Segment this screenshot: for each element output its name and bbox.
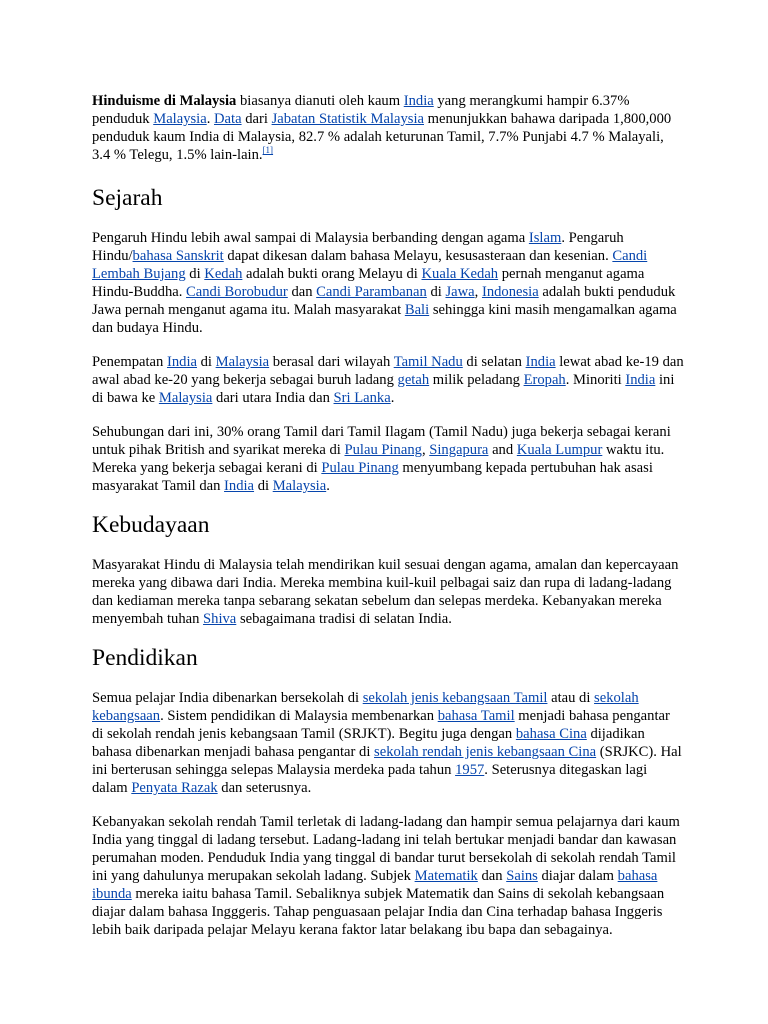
paragraph-sejarah-1: Pengaruh Hindu lebih awal sampai di Malaysia berbanding dengan agama Islam. Pengaruh Hindu/bahasa Sanskrit dapat dikesan dalam bahasa Melayu, kesusasteraan dan kesenian. Candi Lembah Bujang di Kedah adalah bukti orang Melayu di Kuala Kedah pernah menganut agama Hindu-Buddha. Candi Borobudur dan Candi Parambanan di Jawa, Indonesia adalah bukti penduduk Jawa pernah menganut agama itu. Malah masyarakat Bali sehingga kini masih mengamalkan agama dan budaya Hindu. [92, 230, 677, 336]
link-pulau-pinang[interactable]: Pulau Pinang [344, 442, 422, 458]
link-1957[interactable]: 1957 [455, 762, 485, 778]
link-jabatan-statistik-malaysia[interactable]: Jabatan Statistik Malaysia [271, 111, 424, 127]
paragraph-sejarah-3: Sehubungan dari ini, 30% orang Tamil dari Tamil Ilagam (Tamil Nadu) juga bekerja sebagai kerani untuk pihak British and syarikat mereka di Pulau Pinang, Singapura and Kuala Lumpur waktu itu. Mereka yang bekerja sebagai kerani di Pulau Pinang menyumbang kepada pertubuhan hak asasi masyarakat Tamil dan India di Malaysia. [92, 424, 671, 494]
link-sains[interactable]: Sains [506, 868, 538, 884]
link-indonesia[interactable]: Indonesia [481, 284, 539, 300]
paragraph-pendidikan-1: Semua pelajar India dibenarkan bersekolah di sekolah jenis kebangsaan Tamil atau di sekolah kebangsaan. Sistem pendidikan di Malaysia membenarkan bahasa Tamil menjadi bahasa pengantar di sekolah rendah jenis kebangsaan Tamil (SRJKT). Begitu juga dengan bahasa Cina dijadikan bahasa dibenarkan menjadi bahasa pengantar di sekolah rendah jenis kebangsaan Cina (SRJKC). Hal ini berterusan sehingga selepas Malaysia merdeka pada tahun 1957. Seterusnya ditegaskan lagi dalam Penyata Razak dan seterusnya. [92, 690, 682, 796]
link-sekolah-jenis-kebangsaan-tamil[interactable]: sekolah jenis kebangsaan Tamil [362, 690, 548, 706]
link-eropah[interactable]: Eropah [523, 372, 566, 388]
link-jawa[interactable]: Jawa [445, 284, 475, 300]
link-penyata-razak[interactable]: Penyata Razak [131, 780, 218, 796]
footnote-ref [263, 145, 274, 155]
link-malaysia[interactable]: Malaysia [215, 354, 270, 370]
intro-paragraph: Hinduisme di Malaysia biasanya dianuti oleh kaum India yang merangkumi hampir 6.37% penduduk Malaysia. Data dari Jabatan Statistik Malaysia menunjukkan bahawa daripada 1,800,000 penduduk kaum India di Malaysia, 82.7 % adalah keturunan Tamil, 7.7% Punjabi 4.7 % Malayali, 3.4 % Telegu, 1.5% lain-lain.[1] [92, 93, 672, 163]
link-bahasa-tamil[interactable]: bahasa Tamil [437, 708, 515, 724]
link-kuala-lumpur[interactable]: Kuala Lumpur [516, 442, 603, 458]
link-candi-borobudur[interactable]: Candi Borobudur [186, 284, 288, 300]
link-malaysia[interactable]: Malaysia [158, 390, 213, 406]
link-sekolah-kebangsaan[interactable]: sekolah kebangsaan [92, 690, 639, 724]
link-islam[interactable]: Islam [528, 230, 562, 246]
reference-link[interactable]: [1] [262, 145, 274, 156]
link-malaysia[interactable]: Malaysia [153, 111, 207, 127]
link-malaysia[interactable]: Malaysia [272, 478, 327, 494]
link-candi-lembah-bujang[interactable]: Candi Lembah Bujang [92, 248, 648, 282]
link-getah[interactable]: getah [397, 372, 430, 388]
document-page [92, 92, 684, 955]
heading-sejarah: Sejarah [92, 185, 163, 211]
link-pulau-pinang[interactable]: Pulau Pinang [321, 460, 399, 476]
paragraph-pendidikan-2: Kebanyakan sekolah rendah Tamil terletak di ladang-ladang dan hampir semua pelajarnya dari kaum India yang tinggal di ladang tersebut. Ladang-ladang ini telah bertukar menjadi bandar dan kawasan perumahan moden. Penduduk India yang tinggal di bandar turut bersekolah di sekolah rendah Tamil ini yang dahulunya merupakan sekolah ladang. Subjek Matematik dan Sains diajar dalam bahasa ibunda mereka iaitu bahasa Tamil. Sebaliknya subjek Matematik dan Sains di sekolah kebangsaan diajar dalam bahasa Ingggeris. Tahap penguasaan pelajar India dan Cina terhadap bahasa Inggeris lebih baik daripada pelajar Melayu kerana faktor latar belakang ibu bapa dan sebagainya. [92, 814, 680, 938]
paragraph-sejarah-2: Penempatan India di Malaysia berasal dari wilayah Tamil Nadu di selatan India lewat abad ke-19 dan awal abad ke-20 yang bekerja sebagai buruh ladang getah milik peladang Eropah. Minoriti India ini di bawa ke Malaysia dari utara India dan Sri Lanka. [92, 354, 684, 406]
link-india[interactable]: India [166, 354, 197, 370]
link-bahasa-sanskrit[interactable]: bahasa Sanskrit [132, 248, 224, 264]
link-bahasa-ibunda[interactable]: bahasa ibunda [92, 868, 658, 902]
link-kedah[interactable]: Kedah [204, 266, 243, 282]
link-bahasa-cina[interactable]: bahasa Cina [515, 726, 587, 742]
heading-kebudayaan: Kebudayaan [92, 512, 210, 538]
link-bali[interactable]: Bali [404, 302, 430, 318]
link-tamil-nadu[interactable]: Tamil Nadu [393, 354, 463, 370]
heading-pendidikan: Pendidikan [92, 645, 198, 671]
link-sekolah-rendah-jenis-kebangsaan-cina[interactable]: sekolah rendah jenis kebangsaan Cina [374, 744, 597, 760]
bold-text: Hinduisme di Malaysia [92, 93, 237, 109]
link-candi-parambanan[interactable]: Candi Parambanan [316, 284, 427, 300]
link-india[interactable]: India [403, 93, 434, 109]
link-india[interactable]: India [625, 372, 656, 388]
link-shiva[interactable]: Shiva [203, 611, 237, 627]
link-india[interactable]: India [224, 478, 255, 494]
link-matematik[interactable]: Matematik [414, 868, 478, 884]
link-sri-lanka[interactable]: Sri Lanka [333, 390, 391, 406]
link-india[interactable]: India [525, 354, 556, 370]
link-kuala-kedah[interactable]: Kuala Kedah [421, 266, 499, 282]
link-data[interactable]: Data [214, 111, 242, 127]
link-singapura[interactable]: Singapura [429, 442, 489, 458]
paragraph-kebudayaan-1: Masyarakat Hindu di Malaysia telah mendirikan kuil sesuai dengan agama, amalan dan kepercayaan mereka yang dibawa dari India. Mereka membina kuil-kuil pelbagai saiz dan rupa di ladang-ladang dan kediaman mereka tanpa sebarang sekatan sebelum dan selepas merdeka. Kebanyakan mereka menyembah tuhan Shiva sebagaimana tradisi di selatan India. [92, 557, 679, 627]
